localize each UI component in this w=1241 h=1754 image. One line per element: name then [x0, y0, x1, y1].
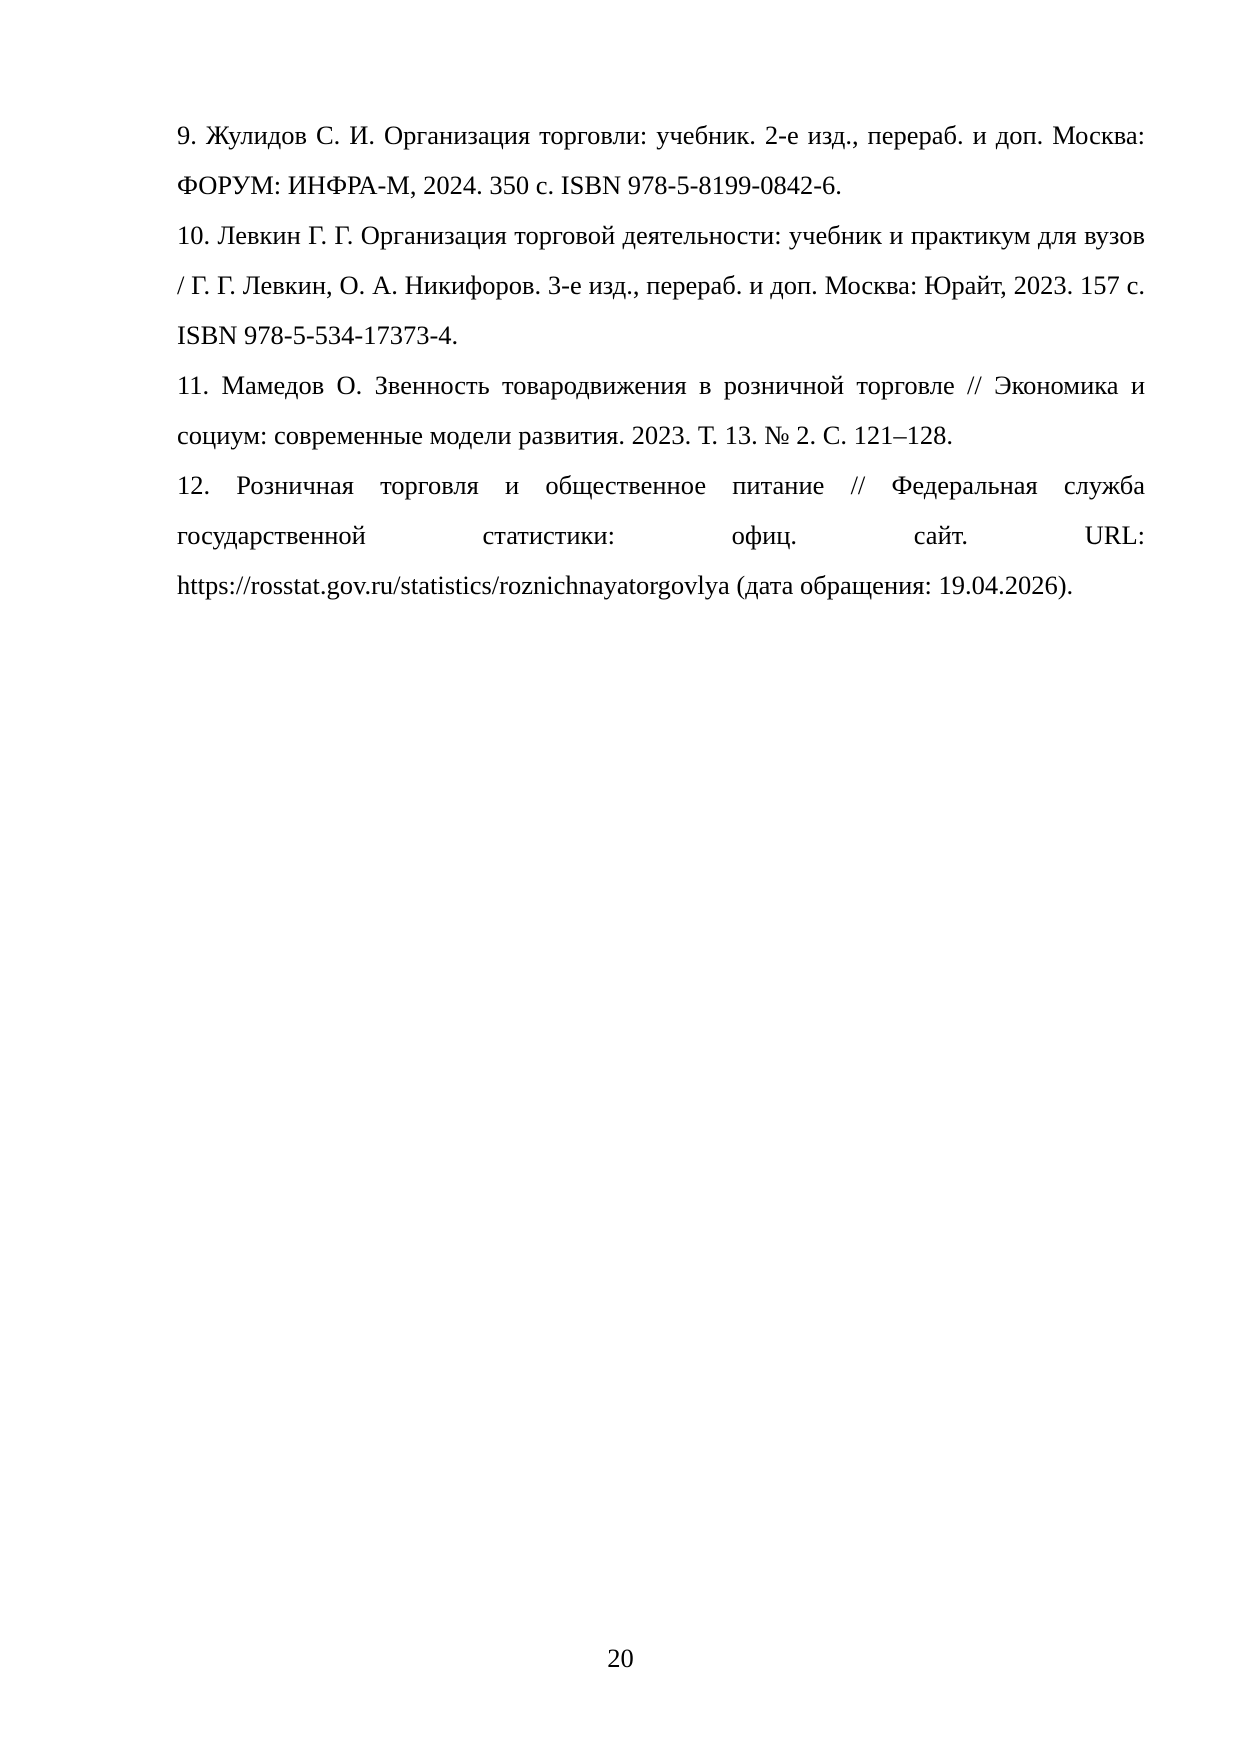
reference-item-10: 10. Левкин Г. Г. Организация торговой деятельности: учебник и практикум для вузов / Г. Г. Левкин, О. А. Никифоров. 3-е изд., перераб. и доп. Москва: Юрайт, 2023. 157 с. ISBN 978-5-534-17373-4.	[177, 220, 1145, 350]
reference-list	[177, 110, 1145, 610]
page-number: 20	[607, 1643, 634, 1673]
reference-item-9: 9. Жулидов С. И. Организация торговли: учебник. 2-е изд., перераб. и доп. Москва: ФОРУМ: ИНФРА-М, 2024. 350 с. ISBN 978-5-8199-0842-6.	[177, 120, 1145, 200]
reference-item-11: 11. Мамедов О. Звенность товародвижения в розничной торговле // Экономика и социум: современные модели развития. 2023. Т. 13. № 2. С. 121–128.	[177, 370, 1145, 450]
reference-item-12: 12. Розничная торговля и общественное питание // Федеральная служба государственной статистики: офиц. сайт. URL: https://rosstat.gov.ru/statistics/roznichnayatorgovlya (дата обращения: 19.04.2026).	[177, 470, 1145, 600]
